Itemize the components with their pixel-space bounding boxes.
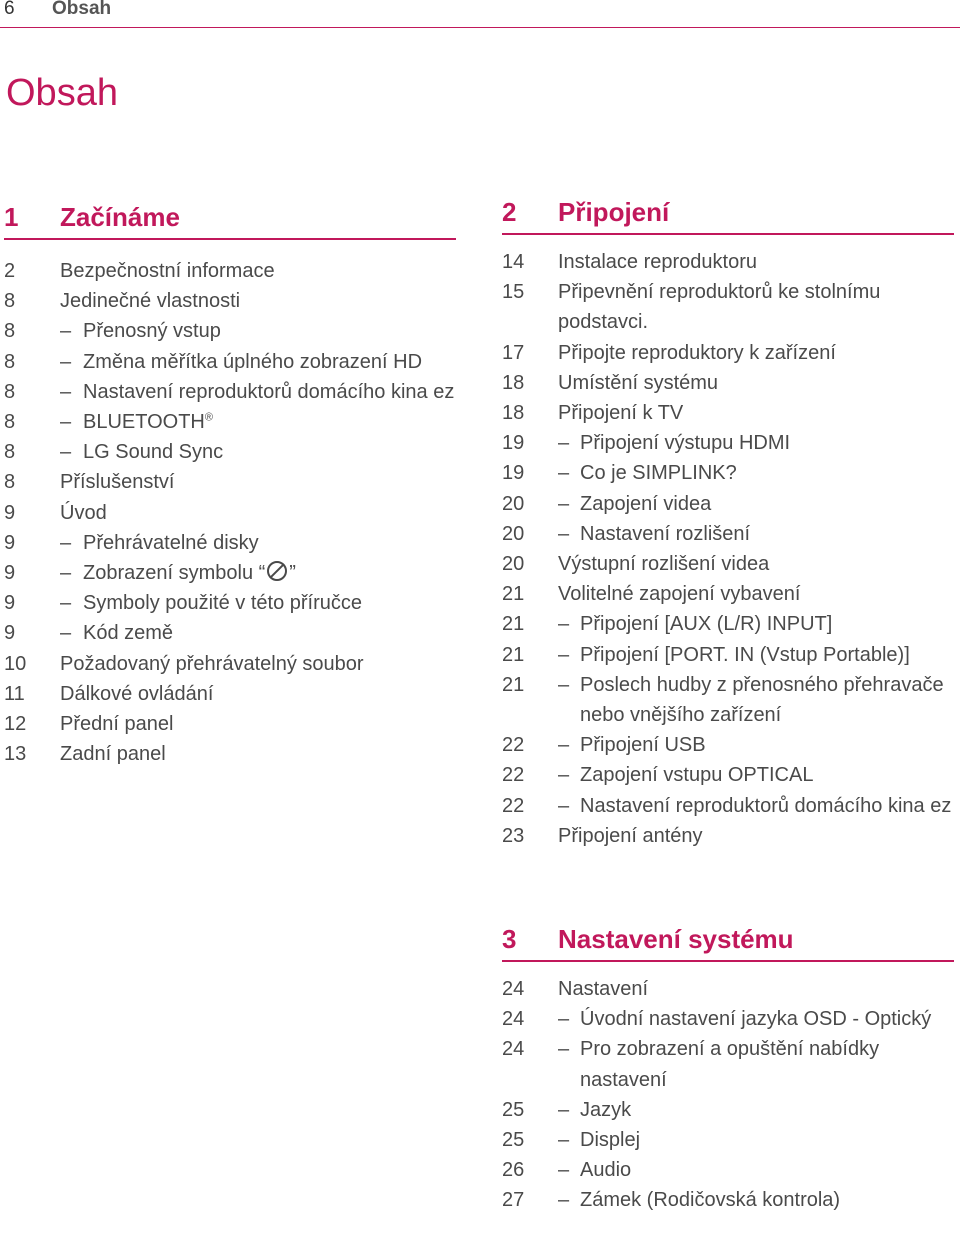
toc-entry-text — [4, 588, 456, 618]
toc-entry-label: Co je SIMPLINK? — [580, 462, 737, 485]
toc-entry-label: Zadní panel — [60, 743, 166, 766]
toc-entry-label: Připojení k TV — [558, 402, 684, 425]
toc-entry-text — [502, 1185, 954, 1215]
toc-entry-label: Volitelné zapojení vybavení — [558, 583, 801, 606]
toc-entry-text — [4, 679, 456, 709]
chapter-title: Začínáme — [60, 202, 180, 232]
prohibit-icon — [267, 561, 287, 581]
toc-entry-text — [502, 458, 954, 488]
toc-entry-label: Připojení [AUX (L/R) INPUT] — [580, 613, 833, 636]
page-header — [0, 0, 960, 28]
toc-page-number: 8 — [4, 350, 16, 373]
toc-subentry — [502, 640, 954, 670]
toc-entry-text — [502, 398, 954, 428]
toc-entry-label: Požadovaný přehrávatelný soubor — [60, 652, 364, 675]
toc-entry-text — [4, 528, 456, 558]
toc-subentry — [502, 519, 954, 549]
toc-subentry — [502, 670, 954, 730]
header-divider — [0, 27, 960, 28]
toc-entry-label: Změna měřítka úplného zobrazení HD — [83, 350, 423, 373]
registered-mark: ® — [204, 411, 213, 424]
toc-entry-label: Pro zobrazení a opuštění nabídky nastavení — [580, 1038, 880, 1091]
toc-entry — [502, 368, 954, 398]
toc-entry-text — [502, 974, 954, 1004]
toc-page-number: 21 — [502, 613, 525, 636]
toc-entry-text — [502, 1125, 954, 1155]
toc-entry-text — [502, 760, 954, 790]
toc-page-number: 27 — [502, 1189, 525, 1212]
toc-entry — [502, 974, 954, 1004]
toc-entry — [502, 277, 954, 337]
toc-entry — [4, 679, 456, 709]
toc-entry-label: Přenosný vstup — [83, 320, 221, 343]
toc-page-number: 12 — [4, 713, 27, 736]
toc-entry-label: Přehrávatelné disky — [83, 531, 259, 554]
toc-page-number: 20 — [502, 492, 525, 515]
chapter-title: Nastavení systému — [558, 924, 794, 954]
toc-subentry — [502, 458, 954, 488]
toc-entry-text — [502, 277, 954, 337]
toc-entry-label: Nastavení reproduktorů domácího kina ez — [580, 794, 952, 817]
toc-entry-label: Bezpečnostní informace — [60, 260, 275, 282]
toc-entry-label: Příslušenství — [60, 471, 175, 494]
toc-entry-text — [502, 247, 954, 277]
page-number: 6 — [4, 0, 15, 19]
toc-entry-text — [502, 428, 954, 458]
toc-entry-label: Audio — [580, 1159, 632, 1182]
toc-subentry — [502, 730, 954, 760]
toc-entry — [4, 286, 456, 316]
toc-entry-text — [502, 730, 954, 760]
toc-page-number: 8 — [4, 380, 16, 403]
chapter-number: 2 — [502, 197, 517, 227]
toc-entry-text — [502, 519, 954, 549]
toc-page-number: 15 — [502, 281, 525, 304]
toc-entry-text — [4, 498, 456, 528]
toc-entry-label: Výstupní rozlišení videa — [558, 553, 770, 576]
chapter-1 — [4, 202, 456, 769]
toc-entry-text — [4, 649, 456, 679]
toc-entry-label: Přední panel — [60, 713, 174, 736]
toc-page-number: 9 — [4, 562, 16, 585]
toc-page-number: 25 — [502, 1129, 525, 1152]
toc-entry — [502, 247, 954, 277]
toc-page-number: 24 — [502, 978, 525, 1000]
toc-entry-text — [4, 739, 456, 769]
toc-subentry — [502, 609, 954, 639]
toc-entry — [502, 579, 954, 609]
toc-entry-label: Umístění systému — [558, 371, 719, 394]
page-title: Obsah — [6, 72, 118, 114]
toc-entry — [502, 821, 954, 851]
toc-list — [502, 247, 954, 851]
toc-entry-label: Připojte reproduktory k zařízení — [558, 341, 836, 364]
toc-entry-label: Připojení výstupu HDMI — [580, 432, 791, 455]
toc-subentry — [4, 437, 456, 467]
toc-page-number: 11 — [4, 682, 25, 705]
toc-page-number: 18 — [502, 371, 525, 394]
toc-entry-label: Displej — [580, 1129, 641, 1152]
toc-entry — [4, 649, 456, 679]
toc-entry-text — [502, 338, 954, 368]
toc-entry-label: Zobrazení symbolu “ — [83, 562, 266, 585]
toc-page-number: 13 — [4, 743, 27, 766]
toc-entry-label-suffix: ” — [289, 562, 296, 585]
chapter-heading — [502, 197, 954, 235]
toc-entry — [4, 467, 456, 497]
toc-entry-label: Zapojení vstupu OPTICAL — [580, 764, 814, 787]
toc-entry-label: Zapojení videa — [580, 492, 712, 515]
toc-entry-text — [502, 368, 954, 398]
toc-entry-label: Dálkové ovládání — [60, 682, 214, 705]
toc-entry-text — [502, 821, 954, 851]
toc-entry-label: Jazyk — [580, 1098, 632, 1121]
toc-entry-text — [502, 1095, 954, 1125]
chapter-title: Připojení — [558, 197, 670, 227]
toc-entry — [4, 739, 456, 769]
toc-entry-label: Nastavení — [558, 978, 649, 1000]
toc-page-number: 21 — [502, 673, 525, 696]
toc-entry-label: Úvod — [60, 501, 107, 524]
toc-entry — [502, 398, 954, 428]
toc-entry-label: Připevnění reproduktorů ke stolnímu podstavci. — [558, 281, 881, 334]
toc-page-number: 24 — [502, 1038, 525, 1061]
toc-page-number: 9 — [4, 501, 16, 524]
toc-subentry — [502, 1125, 954, 1155]
toc-page-number: 21 — [502, 643, 525, 666]
toc-page-number: 9 — [4, 622, 16, 645]
toc-entry-text — [502, 1155, 954, 1185]
chapter-2 — [502, 197, 954, 851]
toc-entry — [4, 709, 456, 739]
toc-entry-text — [4, 316, 456, 346]
toc-page-number: 2 — [4, 260, 16, 282]
toc-entry-text — [4, 347, 456, 377]
chapter-number: 1 — [4, 202, 19, 232]
toc-entry-text — [4, 558, 456, 588]
toc-subentry — [502, 1034, 954, 1094]
toc-page-number: 19 — [502, 462, 525, 485]
toc-subentry — [502, 1095, 954, 1125]
toc-list — [4, 256, 456, 769]
toc-entry-text — [4, 256, 456, 286]
toc-page-number: 19 — [502, 432, 525, 455]
toc-page-number: 8 — [4, 471, 16, 494]
toc-entry-text — [502, 791, 954, 821]
toc-entry-text — [502, 609, 954, 639]
toc-entry-label: Úvodní nastavení jazyka OSD - Optický — [580, 1008, 932, 1031]
toc-entry-text — [4, 407, 456, 437]
toc-entry-label: Připojení USB — [580, 734, 706, 757]
toc-entry-text — [4, 377, 456, 407]
toc-entry-text — [502, 670, 954, 730]
toc-entry-label: Instalace reproduktoru — [558, 251, 758, 273]
toc-entry-text — [502, 549, 954, 579]
toc-entry-text — [502, 1034, 954, 1094]
toc-page-number: 23 — [502, 824, 525, 847]
running-section-title: Obsah — [52, 0, 112, 19]
toc-page-number: 22 — [502, 734, 525, 757]
toc-subentry — [4, 588, 456, 618]
toc-entry — [502, 338, 954, 368]
chapter-number: 3 — [502, 924, 517, 954]
toc-entry — [4, 256, 456, 286]
toc-subentry — [502, 1185, 954, 1215]
toc-entry-label: Připojení [PORT. IN (Vstup Portable)] — [580, 643, 910, 666]
toc-page-number: 17 — [502, 341, 525, 364]
toc-subentry — [502, 760, 954, 790]
toc-subentry — [4, 528, 456, 558]
toc-page-number: 14 — [502, 251, 525, 273]
toc-entry-label: BLUETOOTH — [83, 411, 205, 434]
toc-entry-text — [4, 286, 456, 316]
toc-subentry — [502, 1004, 954, 1034]
toc-entry-label: Nastavení reproduktorů domácího kina ez — [83, 380, 455, 403]
toc-page-number: 20 — [502, 522, 525, 545]
toc-entry-text — [4, 618, 456, 648]
toc-page-number: 18 — [502, 402, 525, 425]
toc-page-number: 21 — [502, 583, 525, 606]
toc-subentry — [4, 377, 456, 407]
toc-subentry — [4, 316, 456, 346]
toc-subentry — [4, 347, 456, 377]
toc-entry-text — [502, 579, 954, 609]
toc-subentry — [4, 558, 456, 588]
toc-page-number: 8 — [4, 320, 16, 343]
toc-page-number: 9 — [4, 592, 16, 615]
toc-page-number: 24 — [502, 1008, 525, 1031]
chapter-heading — [4, 202, 456, 240]
toc-subentry — [502, 489, 954, 519]
toc-subentry — [502, 1155, 954, 1185]
chapter-3 — [502, 924, 954, 1216]
toc-entry-text — [4, 467, 456, 497]
toc-page-number: 8 — [4, 290, 16, 313]
toc-entry-text — [4, 709, 456, 739]
toc-page-number: 22 — [502, 764, 525, 787]
toc-subentry — [4, 618, 456, 648]
toc-entry-label: LG Sound Sync — [83, 441, 224, 464]
toc-entry-label: Připojení antény — [558, 824, 703, 847]
toc-page-number: 8 — [4, 411, 16, 434]
toc-entry — [502, 549, 954, 579]
toc-subentry — [502, 428, 954, 458]
toc-entry-text — [502, 640, 954, 670]
toc-entry — [4, 498, 456, 528]
toc-entry-label: Nastavení rozlišení — [580, 522, 751, 545]
toc-subentry — [502, 791, 954, 821]
toc-page-number: 10 — [4, 652, 27, 675]
toc-entry-text — [4, 437, 456, 467]
toc-entry-label: Zámek (Rodičovská kontrola) — [580, 1189, 841, 1212]
toc-subentry — [4, 407, 456, 437]
toc-entry-label: Jedinečné vlastnosti — [60, 290, 241, 313]
toc-entry-label: Symboly použité v této příručce — [83, 592, 363, 615]
toc-page-number: 8 — [4, 441, 16, 464]
chapter-heading — [502, 924, 954, 962]
toc-page-number: 22 — [502, 794, 525, 817]
toc-entry-text — [502, 489, 954, 519]
toc-entry-label: Poslech hudby z přenosného přehravače nebo vnějšího zařízení — [580, 673, 944, 727]
toc-page-number: 26 — [502, 1159, 525, 1182]
toc-entry-label: Kód země — [83, 622, 174, 645]
toc-page-number: 9 — [4, 531, 16, 554]
toc-page-number: 25 — [502, 1098, 525, 1121]
toc-page-number: 20 — [502, 553, 525, 576]
toc-entry-text — [502, 1004, 954, 1034]
toc-list — [502, 974, 954, 1216]
